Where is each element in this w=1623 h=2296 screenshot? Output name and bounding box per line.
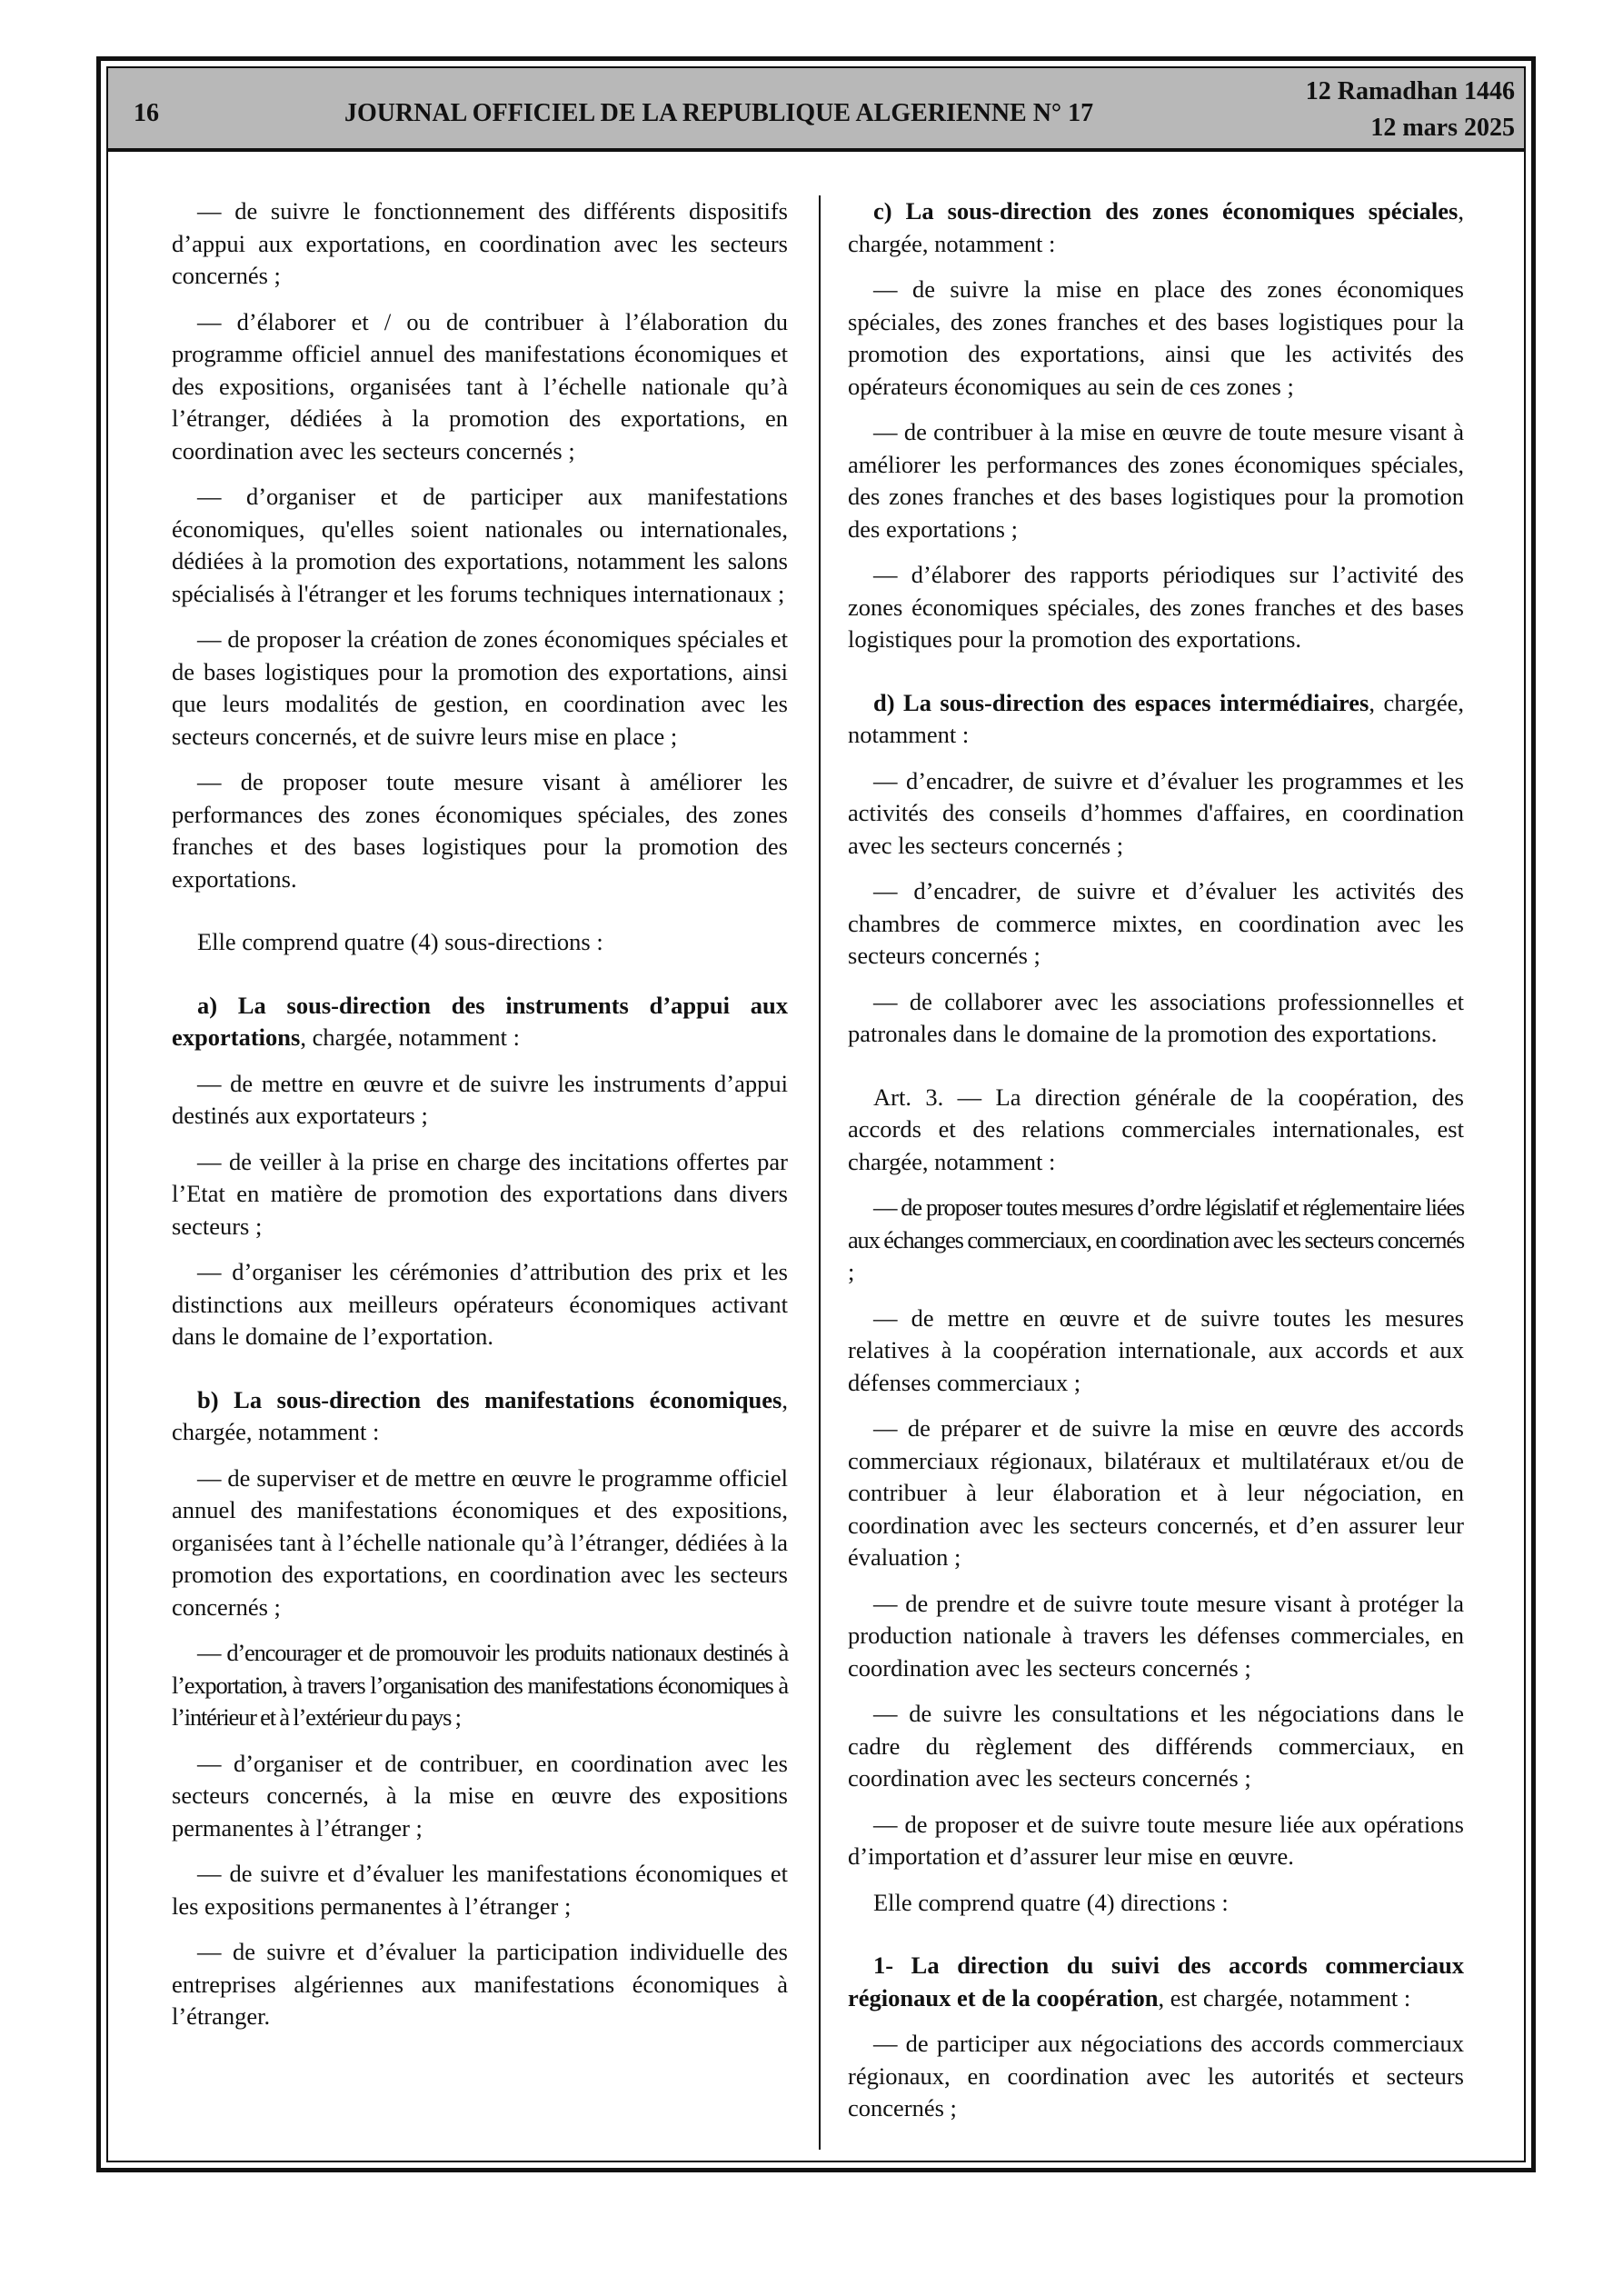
paragraph-text: — d’encadrer, de suivre et d’évaluer les activités des chambres de commerce mixtes, en coordination avec les secteurs concernés ;	[848, 877, 1464, 969]
paragraph	[848, 1192, 1464, 1289]
section-heading-paragraph	[172, 990, 788, 1054]
section-heading: c) La sous-direction des zones économiques spéciales	[873, 197, 1459, 225]
left-column	[172, 195, 788, 2047]
paragraph	[172, 1858, 788, 1922]
paragraph-text: — de proposer la création de zones économiques spéciales et de bases logistiques pour la promotion des exportations, ainsi que leurs modalités de gestion, en coordination avec les secteurs concernés, et de suivre leurs mise en place ;	[172, 625, 788, 750]
issue-date	[1306, 74, 1515, 146]
paragraph	[172, 1256, 788, 1353]
section-heading-paragraph	[172, 1384, 788, 1449]
paragraph	[848, 416, 1464, 545]
paragraph	[848, 765, 1464, 863]
section-heading: a) La sous-direction des instruments d’appui aux exportations	[172, 991, 788, 1051]
paragraph	[848, 986, 1464, 1051]
paragraph-text: — de suivre et d’évaluer la participation individuelle des entreprises algériennes aux manifestations économiques à l’étranger.	[172, 1938, 788, 2030]
paragraph-text: — de proposer toute mesure visant à améliorer les performances des zones économiques spéciales, des zones franches et des bases logistiques pour la promotion des exportations.	[172, 768, 788, 893]
paragraph	[848, 1082, 1464, 1179]
section-heading-paragraph	[848, 195, 1464, 260]
journal-header	[108, 68, 1524, 152]
paragraph	[848, 1588, 1464, 1685]
journal-title: JOURNAL OFFICIEL DE LA REPUBLIQUE ALGERIENNE N° 17	[344, 99, 1094, 127]
paragraph-text: — de contribuer à la mise en œuvre de toute mesure visant à améliorer les performances des zones économiques spéciales, des zones franches et des bases logistiques pour la promotion des exportations ;	[848, 418, 1464, 543]
paragraph	[172, 1068, 788, 1133]
section-heading-paragraph	[848, 1950, 1464, 2014]
paragraph-text: , est chargée, notamment :	[1158, 1983, 1411, 2011]
paragraph-text: Art. 3. — La direction générale de la coopération, des accords et des relations commerciales internationales, est chargée, notamment :	[848, 1083, 1464, 1175]
date-gregorian: 12 mars 2025	[1370, 114, 1515, 142]
paragraph-text: — d’encourager et de promouvoir les produits nationaux destinés à l’exportation, à travers l’organisation des manifestations économiques à l’intérieur et à l’extérieur du pays ;	[172, 1639, 788, 1731]
paragraph-text: — de participer aux négociations des accords commerciaux régionaux, en coordination avec les autorités et secteurs concernés ;	[848, 2030, 1464, 2121]
section-heading: d) La sous-direction des espaces intermédiaires	[873, 688, 1369, 716]
paragraph-text: — de suivre la mise en place des zones économiques spéciales, des zones franches et des bases logistiques pour la promotion des exportations, ainsi que les activités des opérateurs économiques au sein de ces zones ;	[848, 275, 1464, 400]
paragraph	[848, 2028, 1464, 2125]
paragraph	[172, 306, 788, 468]
page-number: 16	[134, 99, 159, 127]
section-heading-paragraph	[848, 687, 1464, 752]
paragraph-text: — de superviser et de mettre en œuvre le programme officiel annuel des manifestations économiques et des expositions, organisées tant à l’échelle nationale qu’à l’étranger, dédiées à la promotion des exportations, en coordination avec les secteurs concernés ;	[172, 1463, 788, 1621]
paragraph-text: — de mettre en œuvre et de suivre les instruments d’appui destinés aux exportateurs ;	[172, 1069, 788, 1129]
paragraph-text: , chargée, notamment :	[300, 1023, 520, 1051]
paragraph	[172, 766, 788, 895]
section-heading: b) La sous-direction des manifestations économiques	[197, 1385, 782, 1413]
paragraph	[172, 1637, 788, 1734]
page-frame	[96, 56, 1536, 2172]
paragraph	[848, 1887, 1464, 1920]
paragraph-text: — de suivre les consultations et les négociations dans le cadre du règlement des différends commerciaux, en coordination avec les secteurs concernés ;	[848, 1700, 1464, 1792]
paragraph	[848, 559, 1464, 656]
paragraph	[172, 1462, 788, 1624]
paragraph-text: , chargée, notamment :	[848, 197, 1464, 257]
paragraph-text: — de proposer et de suivre toute mesure liée aux opérations d’importation et d’assurer leur mise en œuvre.	[848, 1810, 1464, 1870]
paragraph	[172, 624, 788, 753]
paragraph	[172, 481, 788, 610]
paragraph	[848, 1303, 1464, 1400]
paragraph	[848, 1698, 1464, 1795]
paragraph	[172, 1748, 788, 1845]
date-hijri: 12 Ramadhan 1446	[1305, 77, 1515, 105]
paragraph-text: — de mettre en œuvre et de suivre toutes les mesures relatives à la coopération internationale, aux accords et aux défenses commerciaux ;	[848, 1303, 1464, 1396]
paragraph-text: — de prendre et de suivre toute mesure visant à protéger la production nationale à travers les défenses commerciales, en coordination avec les secteurs concernés ;	[848, 1589, 1464, 1682]
paragraph-text: — d’encadrer, de suivre et d’évaluer les programmes et les activités des conseils d’hommes d'affaires, en coordination avec les secteurs concernés ;	[848, 766, 1464, 859]
paragraph-text: — de proposer toutes mesures d’ordre législatif et réglementaire liées aux échanges commerciaux, en coordination avec les secteurs concernés ;	[848, 1193, 1464, 1285]
paragraph-text: — d’élaborer des rapports périodiques sur l’activité des zones économiques spéciales, des zones franches et des bases logistiques pour la promotion des exportations.	[848, 561, 1464, 653]
paragraph	[848, 1413, 1464, 1574]
right-column	[848, 195, 1464, 2139]
paragraph-text: — d’organiser et de contribuer, en coordination avec les secteurs concernés, à la mise en œuvre des expositions permanentes à l’étranger ;	[172, 1749, 788, 1842]
paragraph-text: — de préparer et de suivre la mise en œuvre des accords commerciaux régionaux, bilatéraux et multilatéraux et/ou de contribuer à leur élaboration et à leur négociation, en coordination avec les secteurs concernés, et d’en assurer leur évaluation ;	[848, 1414, 1464, 1571]
paragraph-text: — d’organiser et de participer aux manifestations économiques, qu'elles soient nationales ou internationales, dédiées à la promotion des exportations, notamment les salons spécialisés à l'étranger et les forums techniques internationaux ;	[172, 483, 788, 607]
paragraph	[172, 195, 788, 293]
paragraph-text: — d’élaborer et / ou de contribuer à l’élaboration du programme officiel annuel des manifestations économiques et des expositions, organisées tant à l’échelle nationale qu’à l’étranger, dédiées à la promotion des exportations, en coordination avec les secteurs concernés ;	[172, 307, 788, 464]
paragraph-text: , chargée, notamment :	[172, 1385, 788, 1445]
paragraph	[848, 1809, 1464, 1873]
section-heading: 1- La direction du suivi des accords commerciaux régionaux et de la coopération	[848, 1952, 1464, 2011]
paragraph-text: — d’organiser les cérémonies d’attribution des prix et les distinctions aux meilleurs opérateurs économiques activant dans le domaine de l’exportation.	[172, 1258, 788, 1350]
paragraph	[172, 1146, 788, 1243]
paragraph-text: Elle comprend quatre (4) directions :	[873, 1888, 1229, 1916]
paragraph	[848, 875, 1464, 973]
paragraph	[172, 1936, 788, 2033]
paragraph-text: — de suivre le fonctionnement des différents dispositifs d’appui aux exportations, en coordination avec les secteurs concernés ;	[172, 197, 788, 289]
column-divider	[819, 195, 821, 2150]
paragraph-text: — de suivre et d’évaluer les manifestations économiques et les expositions permanentes à l’étranger ;	[172, 1860, 788, 1920]
paragraph	[848, 274, 1464, 403]
paragraph-text: — de collaborer avec les associations professionnelles et patronales dans le domaine de la promotion des exportations.	[848, 987, 1464, 1047]
paragraph	[172, 926, 788, 959]
paragraph-text: Elle comprend quatre (4) sous-directions :	[197, 928, 603, 955]
paragraph-text: — de veiller à la prise en charge des incitations offertes par l’Etat en matière de promotion des exportations dans divers secteurs ;	[172, 1147, 788, 1240]
paragraph-text: , chargée, notamment :	[848, 688, 1464, 748]
